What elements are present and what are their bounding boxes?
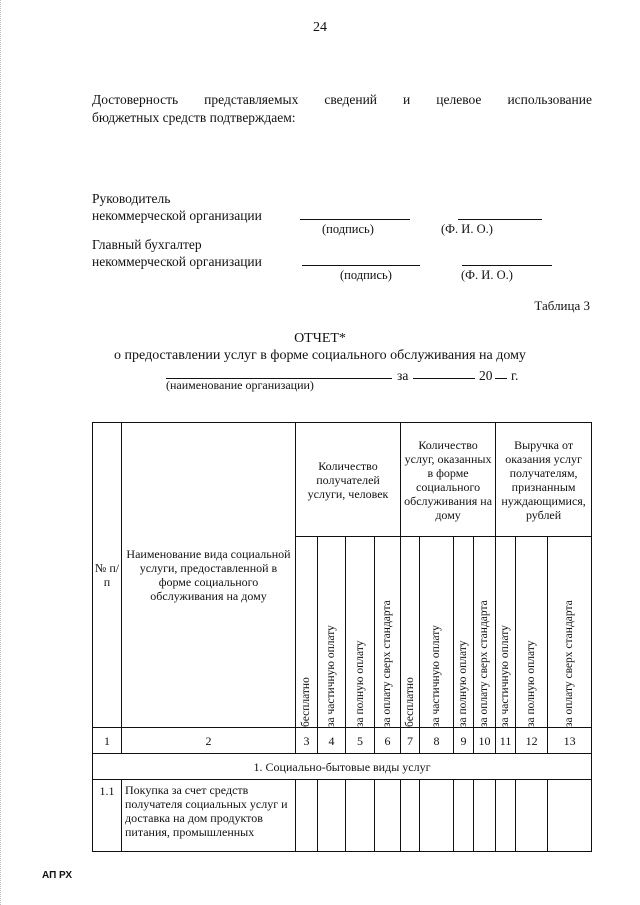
signature-caption: (подпись) bbox=[322, 222, 374, 236]
data-cell bbox=[375, 780, 401, 852]
signature-caption: (подпись) bbox=[340, 268, 392, 282]
name-caption: (Ф. И. О.) bbox=[461, 268, 513, 282]
header-num: № п/п bbox=[93, 423, 122, 728]
section-heading: 1. Социально-бытовые виды услуг bbox=[93, 754, 592, 780]
subheader-label: за оплату сверх стандарта bbox=[563, 600, 576, 727]
org-caption: (наименование организации) bbox=[166, 378, 314, 392]
page-number: 24 bbox=[313, 20, 327, 35]
signature-line bbox=[300, 219, 410, 220]
name-caption: (Ф. И. О.) bbox=[441, 222, 493, 236]
column-number: 7 bbox=[401, 728, 420, 754]
column-number: 11 bbox=[496, 728, 516, 754]
subheader-label: за частичную оплату bbox=[499, 625, 512, 727]
period-prefix: за bbox=[397, 368, 409, 383]
confirmation-line-2: бюджетных средств подтверждаем: bbox=[92, 110, 296, 125]
column-number: 6 bbox=[375, 728, 401, 754]
footer-mark: АП РХ bbox=[42, 870, 73, 881]
column-number: 8 bbox=[420, 728, 454, 754]
column-number: 2 bbox=[122, 728, 296, 754]
subheader-cell bbox=[496, 537, 516, 728]
name-line bbox=[462, 265, 552, 266]
subheader-cell bbox=[401, 537, 420, 728]
report-table bbox=[92, 422, 592, 852]
signature-org: некоммерческой организации bbox=[92, 254, 262, 269]
subheader-cell bbox=[420, 537, 454, 728]
column-number: 10 bbox=[474, 728, 496, 754]
subheader-cell bbox=[474, 537, 496, 728]
column-number: 12 bbox=[516, 728, 548, 754]
subheader-cell bbox=[548, 537, 592, 728]
header-recipients: Количество получателей услуги, человек bbox=[296, 423, 401, 537]
year-prefix: 20 bbox=[479, 368, 493, 383]
column-number: 3 bbox=[296, 728, 318, 754]
header-revenue: Выручка от оказания услуг получателям, признанным нуждающимися, рублей bbox=[496, 423, 592, 537]
column-number: 4 bbox=[318, 728, 346, 754]
column-number: 5 bbox=[346, 728, 375, 754]
confirmation-line-1: Достоверность представляемых сведений и целевое использование bbox=[92, 92, 592, 107]
year-suffix: г. bbox=[511, 368, 519, 383]
subheader-label: за оплату сверх стандарта bbox=[381, 600, 394, 727]
header-services-count: Количество услуг, оказанных в форме социального обслуживания на дому bbox=[401, 423, 496, 537]
signature-director bbox=[92, 190, 262, 224]
data-cell bbox=[318, 780, 346, 852]
signature-title: Руководитель bbox=[92, 191, 171, 206]
data-cell bbox=[401, 780, 420, 852]
header-service-name: Наименование вида социальной услуги, предоставленной в форме социального обслуживания на дому bbox=[122, 423, 296, 728]
subheader-cell bbox=[318, 537, 346, 728]
row-service-name: Покупка за счет средств получателя социальных услуг и доставка на дом продуктов питания, промышленных bbox=[122, 780, 296, 852]
subheader-cell bbox=[454, 537, 474, 728]
column-number: 1 bbox=[93, 728, 122, 754]
signature-title: Главный бухгалтер bbox=[92, 237, 202, 252]
subheader-label: за частичную оплату bbox=[430, 625, 443, 727]
table-label: Таблица 3 bbox=[534, 298, 590, 313]
subheader-cell bbox=[375, 537, 401, 728]
data-cell bbox=[548, 780, 592, 852]
subheader-label: за частичную оплату bbox=[325, 625, 337, 727]
year-line bbox=[495, 378, 507, 379]
column-number: 9 bbox=[454, 728, 474, 754]
signature-org: некоммерческой организации bbox=[92, 208, 262, 223]
subheader-label: бесплатно bbox=[403, 677, 416, 727]
report-title: ОТЧЕТ* bbox=[294, 331, 346, 346]
subheader-label: за полную оплату bbox=[525, 640, 538, 727]
signature-line bbox=[302, 265, 420, 266]
data-cell bbox=[420, 780, 454, 852]
subheader-label: за полную оплату bbox=[353, 640, 366, 727]
subheader-cell bbox=[346, 537, 375, 728]
report-heading bbox=[0, 330, 640, 364]
row-number: 1.1 bbox=[93, 780, 122, 852]
data-cell bbox=[454, 780, 474, 852]
subheader-label: бесплатно bbox=[300, 677, 312, 727]
data-cell bbox=[296, 780, 318, 852]
data-cell bbox=[346, 780, 375, 852]
subheader-cell bbox=[296, 537, 318, 728]
subheader-label: за оплату сверх стандарта bbox=[478, 600, 491, 727]
data-cell bbox=[496, 780, 516, 852]
subheader-label: за полную оплату bbox=[457, 640, 470, 727]
confirmation-text bbox=[92, 91, 592, 127]
column-number: 13 bbox=[548, 728, 592, 754]
scan-edge bbox=[0, 0, 3, 905]
name-line bbox=[458, 219, 542, 220]
subheader-cell bbox=[516, 537, 548, 728]
data-cell bbox=[516, 780, 548, 852]
period-line bbox=[413, 378, 475, 379]
report-subtitle: о предоставлении услуг в форме социального обслуживания на дому bbox=[114, 348, 526, 363]
signature-accountant bbox=[92, 236, 262, 270]
data-cell bbox=[474, 780, 496, 852]
